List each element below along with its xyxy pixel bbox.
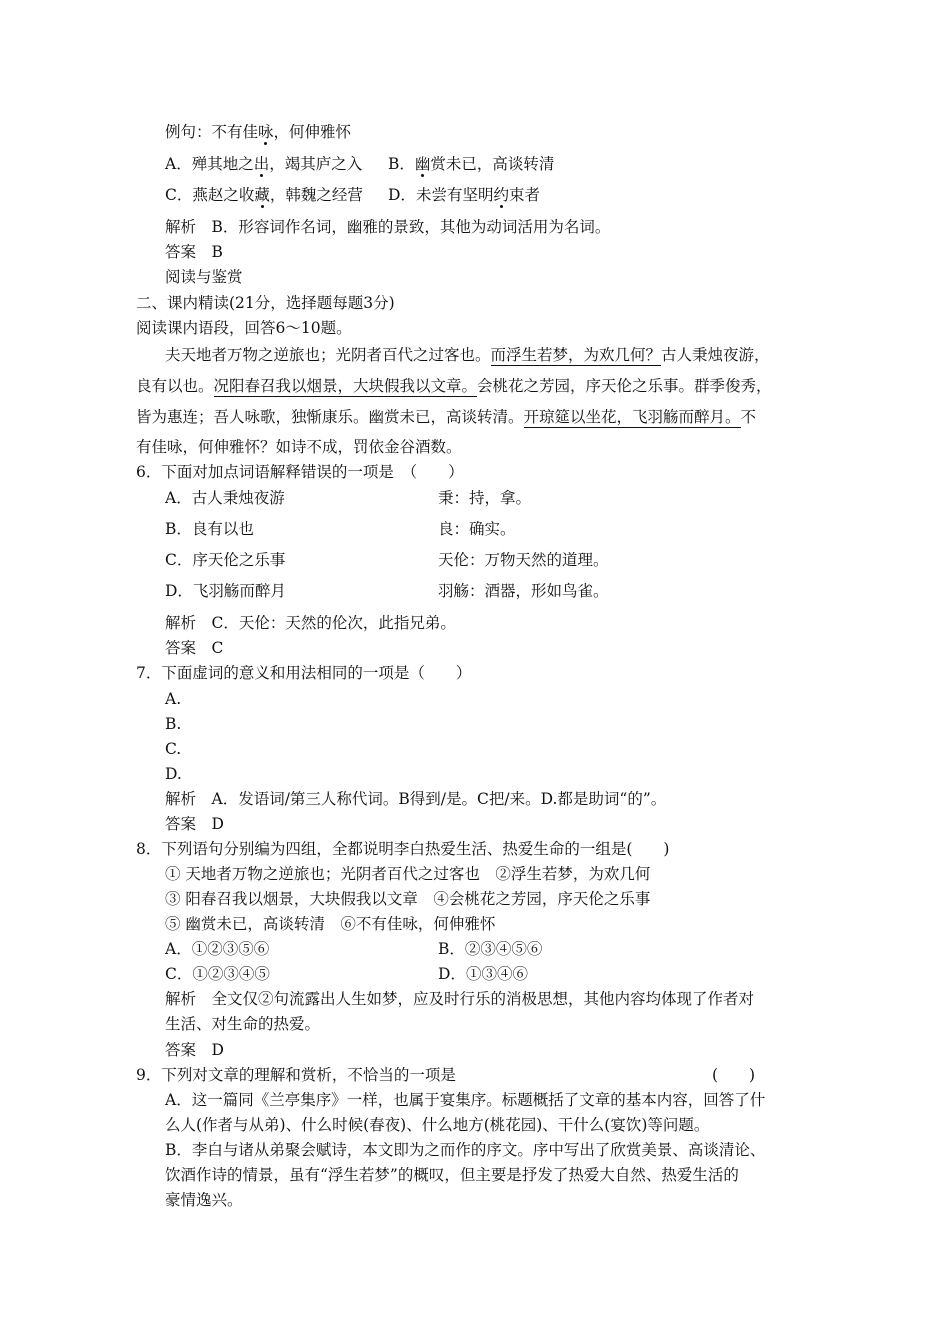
q8-analysis-line-1: 解析 全文仅②句流露出人生如梦，应及时行乐的消极思想，其他内容均体现了作者对	[165, 990, 755, 1008]
q6-option-a-gloss: 秉：持，拿。	[438, 489, 532, 507]
section2-title: 二、课内精读(21分，选择题每题3分)	[136, 294, 395, 312]
q8-item-row-1: ① 天地者万物之逆旅也；光阴者百代之过客也 ②浮生若梦，为欢几何	[165, 865, 651, 883]
q7-stem: 7．下面虚词的意义和用法相同的一项是（ ）	[136, 664, 472, 682]
passage-line-2: 良有以也。况阳春召我以烟景，大块假我以文章。会桃花之芳园，序天伦之乐事。群季俊秀，	[136, 377, 772, 395]
q9-option-b-line-2: 饮酒作诗的情景，虽有“浮生若梦”的概叹，但主要是抒发了热爱大自然、热爱生活的	[165, 1166, 739, 1184]
example-option-c: C．燕赵之收藏，韩魏之经营	[165, 186, 363, 204]
passage-line-4: 有佳咏，何伸雅怀？如诗不成，罚依金谷酒数。	[136, 438, 462, 456]
q6-option-d-gloss: 羽觞：酒器，形如鸟雀。	[438, 582, 609, 600]
example-answer: 答案 B	[165, 243, 223, 261]
q7-analysis: 解析 A．发语词/第三人称代词。B得到/是。C把/来。D.都是助词“的”。	[165, 790, 667, 808]
section-heading: 阅读与鉴赏	[165, 268, 243, 286]
q6-option-a: A．古人秉烛夜游	[165, 489, 285, 507]
q6-option-d: D．飞羽觞而醉月	[165, 582, 286, 600]
q6-answer: 答案 C	[165, 639, 224, 657]
q9-option-b-line-1: B．李白与诸从弟聚会赋诗，本文即为之而作的序文。序中写出了欣赏美景、高谈清论、	[165, 1141, 766, 1159]
q8-option-d: D．①③④⑥	[438, 965, 528, 983]
emphasis-char: 咏	[258, 123, 274, 141]
underlined-sentence: 况阳春召我以烟景，大块假我以文章。	[213, 377, 478, 395]
q6-stem: 6．下面对加点词语解释错误的一项是 （ ）	[136, 463, 464, 481]
example-analysis: 解析 B．形容词作名词，幽雅的景致，其他为动词活用为名词。	[165, 218, 611, 236]
q8-analysis-line-2: 生活、对生命的热爱。	[165, 1015, 321, 1033]
q9-answer-paren: ( )	[712, 1066, 756, 1084]
q6-option-c: C．序天伦之乐事	[165, 551, 286, 569]
example-option-d: D．未尝有坚明约束者	[388, 186, 540, 204]
q8-item-row-3: ⑤ 幽赏未已，高谈转清 ⑥不有佳咏，何伸雅怀	[165, 915, 496, 933]
q8-answer: 答案 D	[165, 1041, 224, 1059]
q9-stem: 9．下列对文章的理解和赏析，不恰当的一项是	[136, 1066, 456, 1084]
example-option-a: A．殚其地之出，竭其庐之入	[165, 155, 363, 173]
q7-option-b: B.	[165, 715, 182, 733]
q6-option-b: B．良有以也	[165, 520, 254, 538]
emphasis-char: 约	[493, 186, 509, 204]
q8-stem: 8．下列语句分别编为四组，全都说明李白热爱生活、热爱生命的一组是( )	[136, 840, 670, 858]
q9-option-b-line-3: 豪情逸兴。	[165, 1191, 243, 1209]
example-sentence: 例句：不有佳咏，何伸雅怀	[165, 123, 352, 141]
q8-option-b: B．②③④⑤⑥	[438, 940, 543, 958]
q6-option-b-gloss: 良：确实。	[438, 520, 516, 538]
q9-option-a-line-1: A．这一篇同《兰亭集序》一样，也属于宴集序。标题概括了文章的基本内容，回答了什	[165, 1091, 766, 1109]
q8-option-c: C．①②③④⑤	[165, 965, 270, 983]
q9-option-a-line-2: 么人(作者与从弟)、什么时候(春夜)、什么地方(桃花园)、干什么(宴饮)等问题。	[165, 1116, 710, 1134]
underlined-sentence: 开琼筵以坐花，飞羽觞而醉月。	[523, 408, 741, 426]
emphasis-char: 藏	[254, 186, 270, 204]
q7-answer: 答案 D	[165, 815, 224, 833]
passage-line-1: 夫天地者万物之逆旅也；光阴者百代之过客也。而浮生若梦，为欢几何？古人秉烛夜游，	[165, 346, 770, 364]
q7-option-d: D.	[165, 765, 182, 783]
q7-option-c: C.	[165, 740, 182, 758]
emphasis-char: 幽	[414, 155, 431, 173]
q6-option-c-gloss: 天伦：万物天然的道理。	[438, 551, 609, 569]
example-option-b: B．幽赏未已，高谈转清	[388, 155, 555, 173]
underlined-sentence: 而浮生若梦，为欢几何？	[490, 346, 662, 364]
emphasis-char: 出	[253, 155, 270, 173]
q8-option-a: A．①②③⑤⑥	[165, 940, 270, 958]
passage-line-3: 皆为惠连；吾人咏歌，独惭康乐。幽赏未已，高谈转清。开琼筵以坐花，飞羽觞而醉月。不	[136, 408, 757, 426]
q8-item-row-2: ③ 阳春召我以烟景，大块假我以文章 ④会桃花之芳园，序天伦之乐事	[165, 890, 651, 908]
q7-option-a: A.	[165, 690, 182, 708]
section2-instruction: 阅读课内语段，回答6～10题。	[136, 319, 352, 337]
q6-analysis: 解析 C．天伦：天然的伦次，此指兄弟。	[165, 614, 456, 632]
